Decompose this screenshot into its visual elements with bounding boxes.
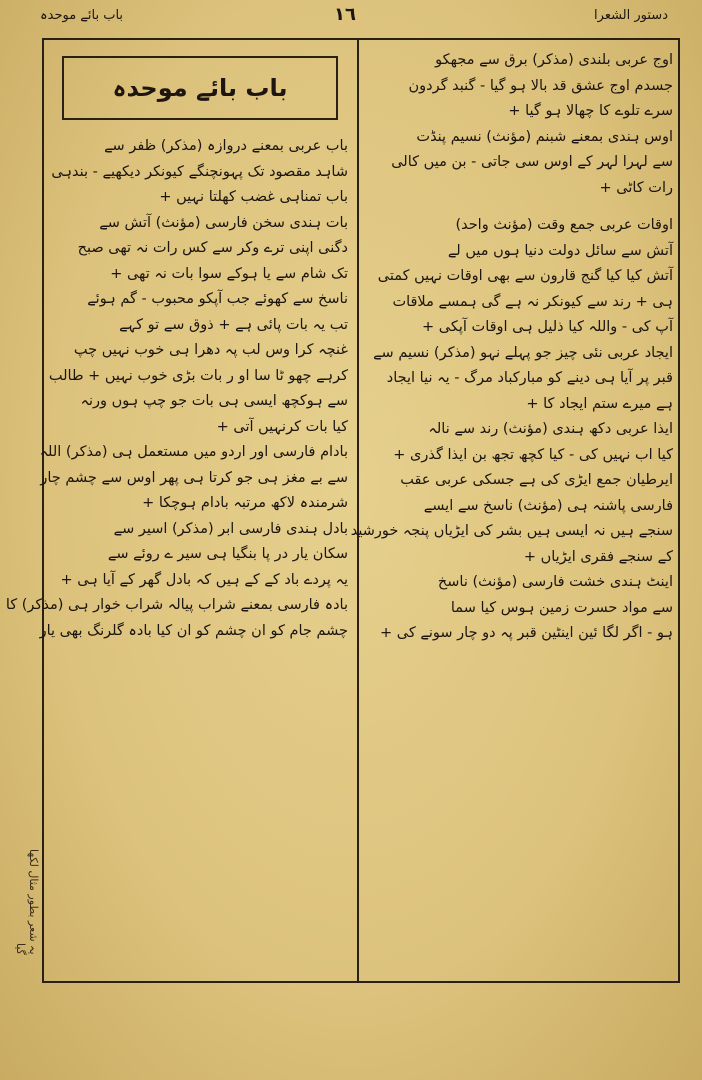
text-line: کرہے چھو ٹا سا او ر بات بڑی خوب نہیں + طالب — [48, 367, 348, 384]
text-line: فارسی پاشنہ ہی (مؤنث) ناسخ سے ایسے — [423, 497, 673, 514]
text-line: کیا اب نہیں کی - کیا کچھ تجھ بن ایذا گذری + — [393, 446, 673, 463]
text-line: باب تمناہی غضب کھلتا نہیں + — [159, 189, 348, 205]
text-line: شرمندہ لاکھ مرتبہ بادام ہوچکا + — [142, 495, 348, 511]
section-title: باب بائے موحدہ — [62, 56, 338, 120]
text-line: ایذا عربی دکھ ہندی (مؤنث) رند سے نالہ — [428, 421, 673, 437]
margin-note: یہ شعر بطور مثال لکھا گیا — [14, 849, 40, 955]
text-line: سے لہرا لہر کے اوس سی جاتی - بن میں کالی — [391, 154, 673, 170]
text-line: ہے میرے ستم ایجاد کا + — [526, 395, 673, 412]
text-line: اینٹ ہندی خشت فارسی (مؤنث) ناسخ — [437, 574, 673, 590]
right-column — [350, 48, 673, 973]
text-line: سے بے مغز ہی جو کرتا ہی پھر اوس سے چشم چار — [40, 469, 348, 486]
text-line: ایرطیان جمع ایڑی کی ہے جسکی عربی عقب — [400, 472, 673, 488]
text-line: چشم جام کو ان چشم کو ان کیا بادہ گلرنگ بھی یار — [39, 622, 348, 639]
page-header — [0, 0, 702, 40]
text-line: ناسخ سے کھوئے جب آپکو محبوب - گم ہوئے — [87, 291, 348, 307]
running-head-left: باب بائے موحدہ — [40, 8, 124, 23]
text-line — [368, 201, 673, 213]
text-line: سکان یار در پا بنگیا ہی سیر ے روئے سے — [107, 546, 348, 562]
text-line: رات کاٹی + — [599, 179, 673, 196]
text-line: سرے تلوے کا چھالا ہو گیا + — [508, 103, 673, 119]
text-line: بادام فارسی اور اردو میں مستعمل ہی (مذکر) اللہ — [39, 444, 348, 460]
text-line: بات ہندی سخن فارسی (مؤنث) آتش سے — [99, 214, 348, 231]
text-line: قبر پر آیا ہی دینے کو مبارکباد مرگ - یہ نیا ایجاد — [386, 370, 673, 386]
text-line: بادہ فارسی بمعنے شراب پیالہ شراب خوار ہی (مذکر) کا — [5, 597, 348, 613]
text-line: بادل ہندی فارسی ابر (مذکر) اسیر سے — [113, 520, 348, 537]
text-line: اوقات عربی جمع وقت (مؤنث واحد) — [455, 217, 673, 233]
text-line: ہو - اگر لگا ئین اینٹین قبر پہ دو چار سونے کی + — [380, 625, 673, 641]
text-line: اوس ہندی بمعنے شبنم (مؤنث) نسیم پنڈت — [416, 128, 673, 145]
text-line: شاہد مقصود تک پہونچنگے کیونکر دیکھیے - بندہی — [51, 163, 348, 180]
page-number: ١٦ — [334, 4, 356, 25]
text-line: تک شام سے یا ہوکے سوا بات نہ تھی + — [110, 265, 348, 282]
text-line: سنجے ہیں نہ ایسی ہیں بشر کی ایڑیاں پنجہ خورشید — [350, 523, 673, 539]
text-line: دگنی اپنی ترے وکر سے کس رات نہ تھی صبح — [77, 240, 348, 256]
text-line: تب یہ بات پائی ہے + ذوق سے تو کہے — [119, 316, 348, 333]
text-line: کے سنجے فقری ایڑیاں + — [523, 548, 673, 565]
text-line: آپ کی - واللہ کیا ذلیل ہی اوقات آپکی + — [422, 319, 673, 335]
text-line: ہی + رند سے کیونکر نہ ہے گی ہمسے ملاقات — [392, 293, 673, 310]
text-line: یہ پردے باد کے کے ہیں کہ بادل گھر کے آیا ہی + — [60, 571, 348, 588]
text-line: جسدم اوج عشق قد بالا ہو گیا - گنبد گردون — [408, 77, 673, 94]
column-divider — [357, 40, 359, 981]
text-line: کیا بات کرنہیں آتی + — [216, 418, 348, 435]
text-line: باب عربی بمعنے دروازہ (مذکر) ظفر سے — [104, 138, 348, 154]
text-line: سے مواد حسرت زمین ہوس کیا سما — [450, 599, 673, 616]
text-line: ایجاد عربی نئی چیز جو پہلے نہو (مذکر) نسیم سے — [373, 344, 673, 361]
text-line: غنچہ کرا وس لب پہ دھرا ہی خوب نہیں چپ — [73, 342, 348, 358]
text-line: اوج عربی بلندی (مذکر) برق سے مجھکو — [435, 52, 673, 68]
text-line: آتش سے سائل دولت دنیا ہوں میں لے — [447, 242, 673, 259]
text-line: سے ہوکچھ ایسی ہی بات جو چپ ہوں ورنہ — [80, 393, 348, 409]
running-head-right: دستور الشعرا — [594, 8, 668, 23]
text-line: آتش کیا کیا گنج قارون سے بھی اوقات نہیں کمتی — [377, 268, 673, 284]
